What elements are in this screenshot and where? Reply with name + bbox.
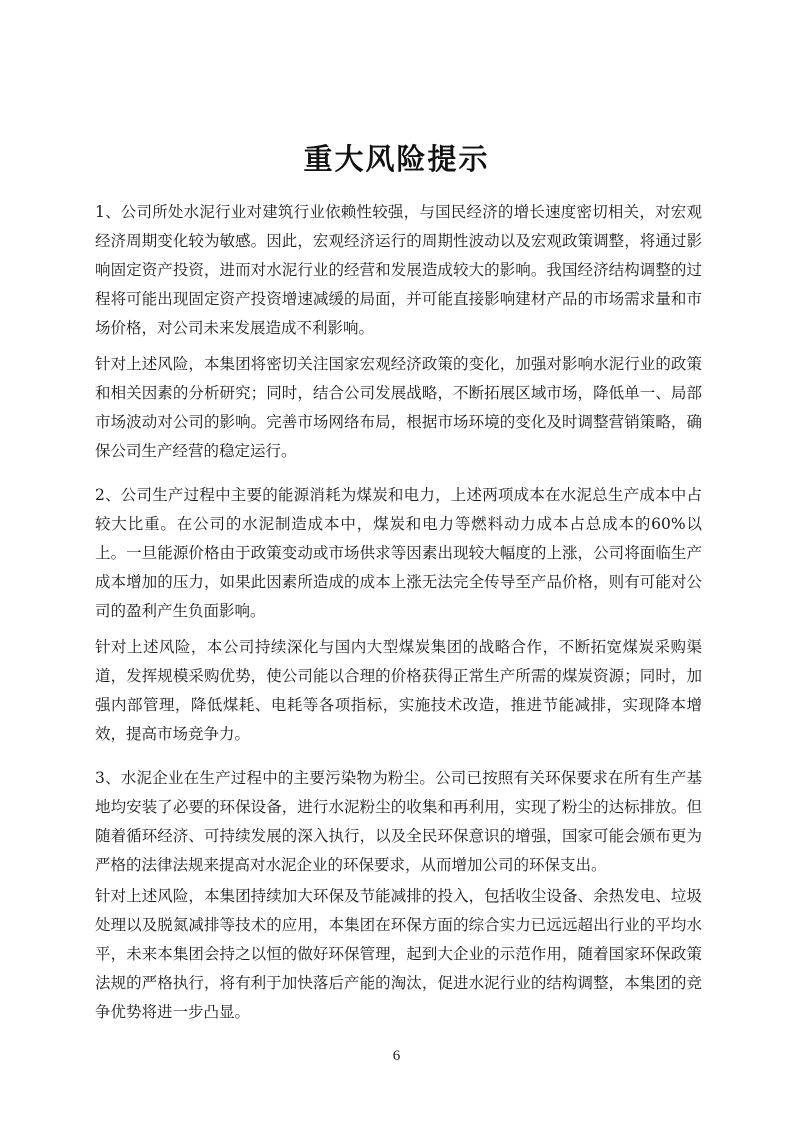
paragraph-risk-2-energy-cost: 2、公司生产过程中主要的能源消耗为煤炭和电力，上述两项成本在水泥总生产成本中占较大比重。在公司的水泥制造成本中，煤炭和电力等燃料动力成本占总成本的60%以上。一旦能源价格由于政策变动或市场供求等因素出现较大幅度的上涨，公司将面临生产成本增加的压力，如果此因素所造成的成本上涨无法完全传导至产品价格，则有可能对公司的盈利产生负面影响。 [95, 486, 702, 620]
paragraph-risk-3-environmental: 3、水泥企业在生产过程中的主要污染物为粉尘。公司已按照有关环保要求在所有生产基地均安装了必要的环保设备，进行水泥粉尘的收集和再利用，实现了粉尘的达标排放。但随着循环经济、可持续发展的深入执行，以及全民环保意识的增强，国家可能会颁布更为严格的法律法规来提高对水泥企业的环保要求，从而增加公司的环保支出。 [95, 769, 702, 874]
paragraph-response-1: 针对上述风险，本集团将密切关注国家宏观经济政策的变化，加强对影响水泥行业的政策和相关因素的分析研究；同时，结合公司发展战略，不断拓展区域市场，降低单一、局部市场波动对公司的影响。完善市场网络布局，根据市场环境的变化及时调整营销策略，确保公司生产经营的稳定运行。 [95, 355, 702, 460]
paragraph-risk-1-macro-economy: 1、公司所处水泥行业对建筑行业依赖性较强，与国民经济的增长速度密切相关，对宏观经济周期变化较为敏感。因此，宏观经济运行的周期性波动以及宏观政策调整，将通过影响固定资产投资，进而对水泥行业的经营和发展造成较大的影响。我国经济结构调整的过程将可能出现固定资产投资增速减缓的局面，并可能直接影响建材产品的市场需求量和市场价格，对公司未来发展造成不利影响。 [95, 203, 702, 337]
paragraph-response-3: 针对上述风险，本集团持续加大环保及节能减排的投入，包括收尘设备、余热发电、垃圾处理以及脱氮减排等技术的应用，本集团在环保方面的综合实力已远远超出行业的平均水平，未来本集团会持之以恒的做好环保管理，起到大企业的示范作用，随着国家环保政策法规的严格执行，将有利于加快落后产能的淘汰，促进水泥行业的结构调整，本集团的竞争优势将进一步凸显。 [95, 887, 702, 1021]
page-title: 重大风险提示 [303, 142, 490, 177]
page-number: 6 [392, 1048, 401, 1064]
paragraph-response-2: 针对上述风险，本公司持续深化与国内大型煤炭集团的战略合作，不断拓宽煤炭采购渠道，发挥规模采购优势，使公司能以合理的价格获得正常生产所需的煤炭资源；同时，加强内部管理，降低煤耗、电耗等各项指标，实施技术改造，推进节能减排，实现降本增效，提高市场竞争力。 [95, 638, 702, 743]
